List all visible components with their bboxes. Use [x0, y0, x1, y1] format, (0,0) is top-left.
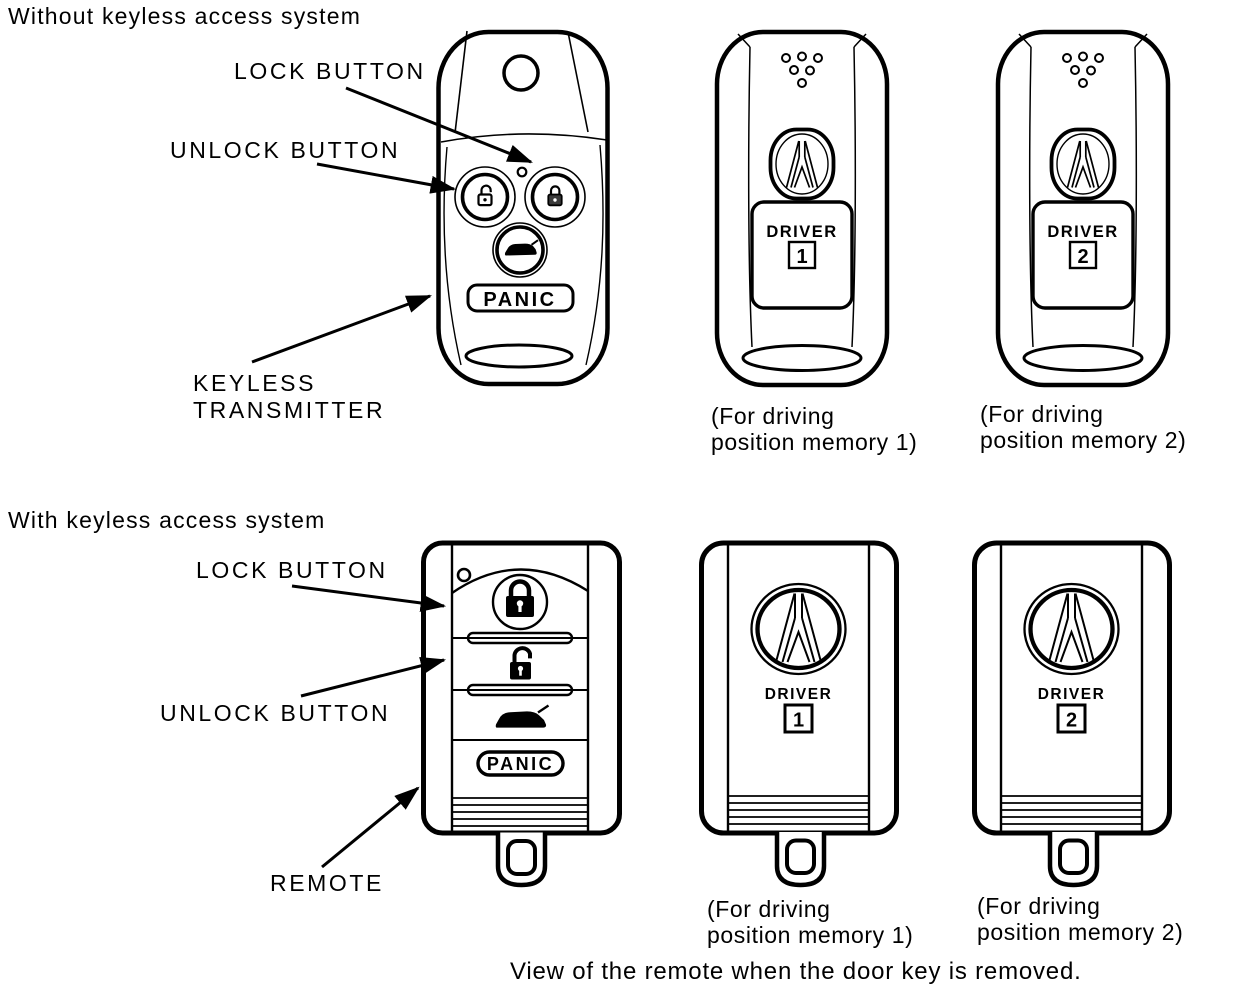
driver-memory-badge — [765, 686, 833, 732]
memory2-fob-top-illustration — [988, 25, 1178, 390]
caption-memory2-top-line1: (For driving — [980, 401, 1104, 427]
fob-body — [998, 32, 1168, 385]
key-pivot — [466, 345, 572, 367]
lock-button-label-bottom: LOCK BUTTON — [196, 557, 388, 583]
keyless-transmitter-label-line2: TRANSMITTER — [193, 397, 386, 423]
lock-button-label-top: LOCK BUTTON — [234, 58, 426, 84]
bottom-cover-seam — [1024, 346, 1142, 371]
lock-padlock-icon — [506, 582, 534, 618]
unlock-padlock-icon — [479, 186, 492, 205]
arrow-remote — [322, 788, 418, 867]
acura-logo-icon — [1052, 130, 1115, 199]
driver-label: DRIVER — [1047, 223, 1119, 241]
caption-memory1-bottom-line1: (For driving — [707, 896, 831, 922]
section-title-with: With keyless access system — [8, 507, 326, 533]
driver-label: DRIVER — [766, 223, 838, 241]
fob-body — [717, 32, 887, 385]
grip-ridges — [1001, 796, 1142, 824]
unlock-button-label-top: UNLOCK BUTTON — [170, 137, 401, 163]
side-seam-left — [749, 47, 752, 347]
driver-number: 2 — [1077, 246, 1089, 268]
driver-number: 1 — [792, 709, 805, 732]
unlock-button — [463, 175, 508, 220]
grip-ridges — [452, 798, 588, 826]
panic-button-label: PANIC — [483, 289, 557, 311]
footer-caption: View of the remote when the door key is removed. — [510, 958, 1082, 985]
panic-button — [468, 285, 573, 311]
panic-button — [478, 752, 563, 775]
memory1-fob-top-illustration — [707, 25, 897, 390]
keyless-transmitter-illustration — [430, 25, 620, 390]
led-indicator — [518, 168, 527, 177]
grip-ridges — [728, 796, 869, 824]
side-seam-right — [1133, 47, 1136, 347]
side-seam-left — [1030, 47, 1033, 347]
keyless-transmitter-label-line1: KEYLESS — [193, 370, 317, 396]
remote-label: REMOTE — [270, 870, 384, 896]
driver-memory-badge — [1033, 202, 1133, 308]
led-indicator — [458, 569, 470, 581]
driver-label: DRIVER — [1037, 686, 1106, 703]
caption-memory2-top — [980, 401, 1186, 453]
caption-memory2-top-line2: position memory 2) — [980, 427, 1187, 453]
side-seam-right — [852, 47, 855, 347]
speaker-holes-icon — [782, 53, 822, 88]
face-seam — [441, 134, 607, 142]
tailgate-icon — [496, 706, 549, 728]
caption-memory1-top-line1: (For driving — [711, 403, 835, 429]
caption-memory2-bottom-line1: (For driving — [977, 893, 1101, 919]
driver-number: 1 — [796, 246, 808, 268]
caption-memory1-top — [711, 403, 917, 455]
caption-memory1-bottom-line2: position memory 1) — [707, 922, 914, 948]
driver-memory-badge — [1038, 686, 1106, 732]
memory2-remote-bottom-illustration — [968, 533, 1178, 898]
unlock-button-label-bottom: UNLOCK BUTTON — [160, 700, 391, 726]
caption-memory2-bottom — [977, 893, 1183, 945]
side-seam-left — [444, 147, 461, 365]
side-seam-right — [586, 145, 603, 365]
panic-button-label: PANIC — [486, 754, 555, 774]
top-seam-right — [568, 32, 588, 132]
speaker-holes-icon — [1063, 53, 1103, 88]
acura-logo-icon — [771, 130, 834, 199]
tailgate-icon — [505, 240, 538, 255]
caption-memory1-bottom — [707, 896, 913, 948]
caption-memory2-bottom-line2: position memory 2) — [977, 919, 1184, 945]
driver-label: DRIVER — [764, 686, 833, 703]
unlock-padlock-icon — [510, 648, 531, 679]
section-title-without: Without keyless access system — [8, 3, 362, 29]
acura-logo-icon — [752, 584, 846, 674]
bottom-cover-seam — [743, 346, 861, 371]
driver-memory-badge — [752, 202, 852, 308]
keyless-remote-illustration — [418, 535, 628, 900]
arrow-keyless-transmitter — [252, 296, 430, 362]
keyring-hole-icon — [504, 56, 538, 90]
caption-memory1-top-line2: position memory 1) — [711, 429, 918, 455]
keyless-transmitter-label — [193, 370, 385, 424]
lock-padlock-icon — [548, 186, 561, 205]
memory1-remote-bottom-illustration — [695, 533, 905, 898]
acura-logo-icon — [1025, 584, 1119, 674]
driver-number: 2 — [1065, 709, 1078, 732]
